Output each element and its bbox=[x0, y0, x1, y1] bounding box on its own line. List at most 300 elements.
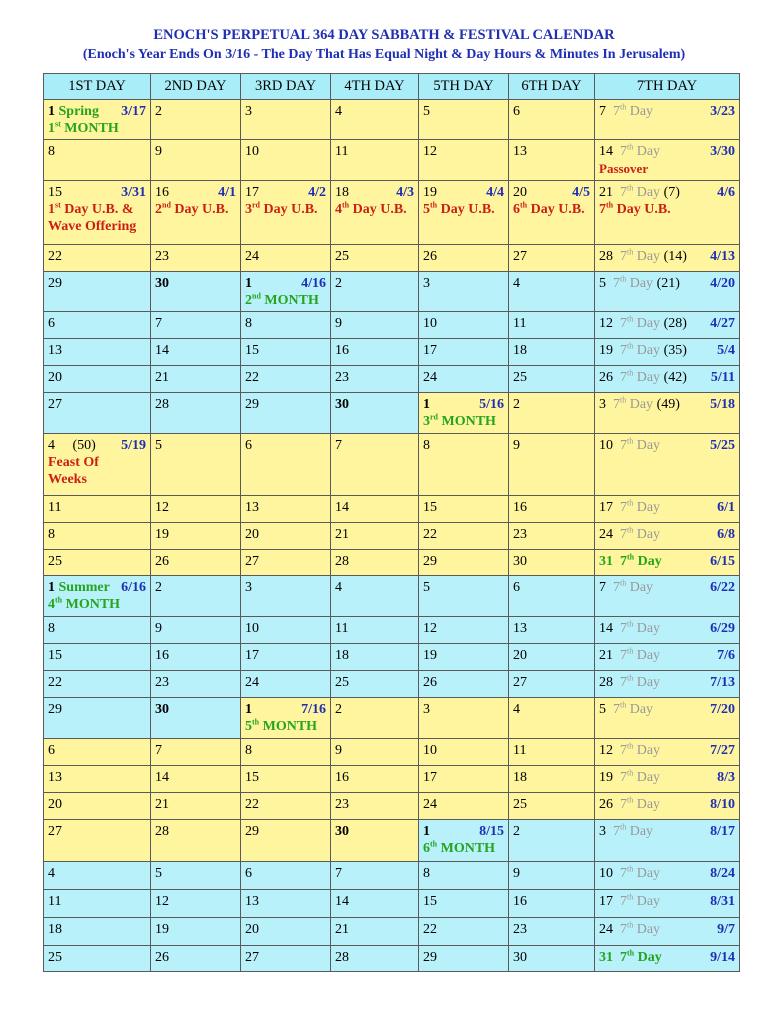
day-number: 2 bbox=[513, 824, 520, 839]
header-row bbox=[44, 74, 740, 100]
day-number: 9 bbox=[513, 866, 520, 881]
gregorian-date: 4/20 bbox=[710, 276, 735, 291]
sabbath-cell bbox=[595, 576, 740, 617]
seventh-day-label: 7th Day bbox=[620, 183, 661, 200]
day-number: 24 bbox=[245, 249, 259, 264]
day-cell bbox=[509, 698, 595, 739]
day-cell bbox=[331, 862, 419, 890]
day-number: 29 bbox=[48, 702, 62, 717]
day-number: 20 bbox=[245, 527, 259, 542]
day-cell bbox=[241, 820, 331, 862]
ordinal-suffix: st bbox=[55, 200, 61, 210]
day-number: 10 bbox=[423, 743, 437, 758]
ordinal-suffix: th bbox=[620, 102, 627, 112]
day-number: 23 bbox=[513, 922, 527, 937]
day-number: 21 bbox=[335, 922, 349, 937]
gregorian-date: 6/15 bbox=[710, 554, 735, 569]
seventh-day-label: 7th Day bbox=[620, 341, 661, 358]
count-label: (35) bbox=[663, 343, 687, 358]
day-cell bbox=[151, 766, 241, 793]
calendar-week-row bbox=[44, 523, 740, 550]
day-cell bbox=[509, 890, 595, 918]
day-number: 18 bbox=[513, 770, 527, 785]
day-cell bbox=[419, 366, 509, 393]
ordinal-suffix: rd bbox=[430, 412, 438, 422]
day-cell bbox=[331, 100, 419, 140]
day-cell bbox=[509, 576, 595, 617]
day-cell bbox=[241, 140, 331, 181]
calendar-week-row bbox=[44, 140, 740, 181]
day-number: 24 bbox=[245, 675, 259, 690]
day-cell bbox=[241, 100, 331, 140]
day-number: 11 bbox=[48, 500, 62, 515]
day-number: 30 bbox=[155, 702, 169, 717]
event-label: Weeks bbox=[48, 472, 87, 487]
calendar-week-row bbox=[44, 496, 740, 523]
day-number: 26 bbox=[599, 370, 613, 385]
calendar-week-row bbox=[44, 312, 740, 339]
day-cell bbox=[44, 766, 151, 793]
day-cell bbox=[419, 739, 509, 766]
day-number: 30 bbox=[335, 397, 349, 412]
day-number: 17 bbox=[245, 185, 259, 200]
day-cell bbox=[241, 576, 331, 617]
day-number: 9 bbox=[335, 316, 342, 331]
day-cell bbox=[419, 644, 509, 671]
day-number: 7 bbox=[335, 866, 342, 881]
day-cell bbox=[509, 339, 595, 366]
column-header: 6TH DAY bbox=[509, 74, 595, 100]
event-label: 6th Day U.B. bbox=[513, 200, 585, 217]
day-cell bbox=[151, 339, 241, 366]
event-label: 2nd Day U.B. bbox=[155, 200, 229, 217]
seventh-day-label: 7th Day bbox=[613, 700, 654, 717]
day-cell bbox=[44, 698, 151, 739]
day-cell bbox=[331, 739, 419, 766]
day-number: 15 bbox=[423, 894, 437, 909]
gregorian-date: 3/31 bbox=[121, 185, 146, 200]
seventh-day-label: 7th Day bbox=[620, 795, 661, 812]
day-cell bbox=[151, 366, 241, 393]
gregorian-date: 4/27 bbox=[710, 316, 735, 331]
day-cell bbox=[331, 496, 419, 523]
seventh-day-label: 7th Day bbox=[620, 619, 661, 636]
day-number: 28 bbox=[155, 397, 169, 412]
day-number: 20 bbox=[245, 922, 259, 937]
seventh-day-label: 7th Day bbox=[620, 741, 661, 758]
day-number: 6 bbox=[48, 316, 55, 331]
day-number: 14 bbox=[155, 343, 169, 358]
day-cell bbox=[419, 272, 509, 312]
day-number: 1 bbox=[48, 580, 55, 595]
ordinal-suffix: th bbox=[430, 200, 438, 210]
day-cell bbox=[419, 100, 509, 140]
count-label: (49) bbox=[656, 397, 680, 412]
day-cell bbox=[331, 366, 419, 393]
sabbath-cell bbox=[595, 766, 740, 793]
day-cell bbox=[151, 140, 241, 181]
day-cell bbox=[151, 181, 241, 245]
day-number: 9 bbox=[155, 621, 162, 636]
day-cell bbox=[44, 918, 151, 946]
gregorian-date: 8/10 bbox=[710, 797, 735, 812]
day-number: 11 bbox=[513, 743, 527, 758]
day-number: 27 bbox=[245, 950, 259, 965]
day-number: 20 bbox=[48, 797, 62, 812]
day-cell bbox=[509, 739, 595, 766]
ordinal-suffix: th bbox=[627, 795, 634, 805]
day-cell bbox=[151, 739, 241, 766]
day-number: 13 bbox=[245, 500, 259, 515]
event-label: 3rd Day U.B. bbox=[245, 200, 318, 217]
gregorian-date: 5/11 bbox=[710, 370, 735, 385]
day-number: 17 bbox=[423, 770, 437, 785]
day-number: 21 bbox=[599, 185, 613, 200]
sabbath-cell bbox=[595, 671, 740, 698]
day-number: 8 bbox=[423, 438, 430, 453]
day-cell bbox=[241, 890, 331, 918]
day-number: 16 bbox=[513, 894, 527, 909]
sabbath-cell bbox=[595, 245, 740, 272]
day-number: 27 bbox=[48, 397, 62, 412]
day-number: 18 bbox=[335, 648, 349, 663]
day-cell bbox=[331, 793, 419, 820]
day-cell bbox=[419, 946, 509, 972]
day-number: 4 bbox=[513, 276, 520, 291]
day-cell bbox=[509, 946, 595, 972]
day-cell bbox=[151, 793, 241, 820]
seventh-day-label: 7th Day bbox=[613, 395, 654, 412]
day-cell bbox=[331, 181, 419, 245]
day-number: 12 bbox=[599, 743, 613, 758]
day-cell bbox=[44, 671, 151, 698]
ordinal-suffix: th bbox=[620, 395, 627, 405]
day-cell bbox=[331, 523, 419, 550]
day-cell bbox=[44, 366, 151, 393]
day-cell bbox=[151, 617, 241, 644]
day-number: 25 bbox=[513, 797, 527, 812]
day-number: 1 bbox=[423, 824, 430, 839]
day-cell bbox=[44, 523, 151, 550]
seventh-day-label: 7th Day bbox=[620, 247, 661, 264]
day-cell bbox=[151, 644, 241, 671]
day-number: 25 bbox=[335, 675, 349, 690]
day-number: 12 bbox=[423, 621, 437, 636]
ordinal-suffix: th bbox=[627, 436, 634, 446]
page-subtitle: (Enoch's Year Ends On 3/16 - The Day That Has Equal Night & Day Hours & Minutes In Jerusalem) bbox=[82, 47, 686, 62]
day-cell bbox=[44, 312, 151, 339]
day-cell bbox=[151, 272, 241, 312]
day-number: 15 bbox=[423, 500, 437, 515]
day-number: 7 bbox=[335, 438, 342, 453]
calendar-week-row bbox=[44, 550, 740, 576]
sabbath-cell bbox=[595, 181, 740, 245]
day-number: 30 bbox=[513, 950, 527, 965]
gregorian-date: 6/16 bbox=[121, 580, 146, 595]
day-cell bbox=[151, 100, 241, 140]
day-cell bbox=[509, 496, 595, 523]
gregorian-date: 5/16 bbox=[479, 397, 504, 412]
gregorian-date: 6/29 bbox=[710, 621, 735, 636]
day-number: 29 bbox=[245, 824, 259, 839]
day-number: 19 bbox=[155, 922, 169, 937]
day-number: 18 bbox=[335, 185, 349, 200]
count-label: (21) bbox=[656, 276, 680, 291]
seventh-day-label: 7th Day bbox=[620, 498, 661, 515]
gregorian-date: 7/20 bbox=[710, 702, 735, 717]
day-number: 16 bbox=[335, 343, 349, 358]
day-cell bbox=[331, 617, 419, 644]
ordinal-suffix: th bbox=[627, 341, 634, 351]
count-label: (50) bbox=[72, 438, 96, 453]
day-number: 19 bbox=[599, 343, 613, 358]
sabbath-cell bbox=[595, 793, 740, 820]
ordinal-suffix: th bbox=[627, 525, 634, 535]
gregorian-date: 8/15 bbox=[479, 824, 504, 839]
ordinal-suffix: th bbox=[55, 595, 63, 605]
day-number: 22 bbox=[48, 249, 62, 264]
event-label: 5th Day U.B. bbox=[423, 200, 495, 217]
calendar-week-row bbox=[44, 181, 740, 245]
season-label: Summer bbox=[58, 580, 110, 595]
day-number: 6 bbox=[48, 743, 55, 758]
day-number: 22 bbox=[423, 527, 437, 542]
event-label: 1st MONTH bbox=[48, 119, 119, 136]
day-number: 13 bbox=[513, 621, 527, 636]
day-number: 2 bbox=[155, 104, 162, 119]
calendar-week-row bbox=[44, 766, 740, 793]
ordinal-suffix: th bbox=[430, 839, 438, 849]
day-cell bbox=[151, 245, 241, 272]
day-number: 17 bbox=[245, 648, 259, 663]
day-number: 6 bbox=[245, 438, 252, 453]
gregorian-date: 8/3 bbox=[717, 770, 735, 785]
day-cell bbox=[241, 550, 331, 576]
day-number: 26 bbox=[423, 249, 437, 264]
day-cell bbox=[151, 576, 241, 617]
calendar-week-row bbox=[44, 272, 740, 312]
day-number: 11 bbox=[513, 316, 527, 331]
day-cell bbox=[331, 766, 419, 793]
day-cell bbox=[44, 576, 151, 617]
day-number: 8 bbox=[48, 621, 55, 636]
day-number: 5 bbox=[599, 276, 606, 291]
day-cell bbox=[419, 245, 509, 272]
column-header: 7TH DAY bbox=[595, 74, 740, 100]
day-cell bbox=[419, 140, 509, 181]
day-number: 28 bbox=[155, 824, 169, 839]
ordinal-suffix: th bbox=[627, 142, 634, 152]
sabbath-cell bbox=[595, 496, 740, 523]
ordinal-suffix: th bbox=[627, 646, 634, 656]
day-number: 17 bbox=[423, 343, 437, 358]
day-cell bbox=[44, 245, 151, 272]
calendar-week-row bbox=[44, 434, 740, 496]
day-number: 13 bbox=[513, 144, 527, 159]
day-number: 20 bbox=[513, 648, 527, 663]
ordinal-suffix: th bbox=[620, 274, 627, 284]
day-cell bbox=[44, 644, 151, 671]
day-number: 23 bbox=[335, 370, 349, 385]
day-number: 8 bbox=[245, 316, 252, 331]
day-cell bbox=[151, 890, 241, 918]
day-cell bbox=[44, 862, 151, 890]
ordinal-suffix: th bbox=[627, 920, 634, 930]
sabbath-cell bbox=[595, 272, 740, 312]
day-number: 30 bbox=[155, 276, 169, 291]
sabbath-cell bbox=[595, 918, 740, 946]
day-number: 23 bbox=[335, 797, 349, 812]
day-number: 9 bbox=[155, 144, 162, 159]
day-number: 28 bbox=[335, 950, 349, 965]
day-number: 17 bbox=[599, 894, 613, 909]
sabbath-cell bbox=[595, 312, 740, 339]
day-number: 11 bbox=[335, 621, 349, 636]
ordinal-suffix: th bbox=[627, 948, 635, 958]
day-cell bbox=[241, 793, 331, 820]
day-number: 30 bbox=[513, 554, 527, 569]
day-number: 24 bbox=[599, 922, 613, 937]
event-label: 2nd MONTH bbox=[245, 291, 319, 308]
calendar-body bbox=[44, 100, 740, 972]
seventh-day-label: 7th Day bbox=[620, 673, 661, 690]
day-cell bbox=[44, 890, 151, 918]
day-cell bbox=[419, 890, 509, 918]
day-number: 13 bbox=[245, 894, 259, 909]
day-cell bbox=[509, 181, 595, 245]
day-number: 6 bbox=[513, 104, 520, 119]
day-cell bbox=[331, 576, 419, 617]
day-number: 6 bbox=[245, 866, 252, 881]
day-cell bbox=[151, 523, 241, 550]
event-label: 7th Day U.B. bbox=[599, 200, 671, 217]
calendar-week-row bbox=[44, 100, 740, 140]
day-cell bbox=[419, 766, 509, 793]
seventh-day-label: 7th Day bbox=[620, 864, 661, 881]
day-cell bbox=[509, 393, 595, 434]
day-number: 6 bbox=[513, 580, 520, 595]
day-number: 26 bbox=[423, 675, 437, 690]
day-number: 27 bbox=[513, 675, 527, 690]
seventh-day-label: 7th Day bbox=[620, 368, 661, 385]
seventh-day-label: 7th Day bbox=[620, 436, 661, 453]
day-number: 3 bbox=[423, 276, 430, 291]
page-title: ENOCH'S PERPETUAL 364 DAY SABBATH & FESTIVAL CALENDAR bbox=[153, 27, 615, 43]
event-label: 3rd MONTH bbox=[423, 412, 496, 429]
day-number: 4 bbox=[335, 104, 342, 119]
day-cell bbox=[419, 862, 509, 890]
day-number: 15 bbox=[48, 648, 62, 663]
day-number: 10 bbox=[599, 866, 613, 881]
seventh-day-label: 7th Day bbox=[620, 646, 661, 663]
day-cell bbox=[241, 671, 331, 698]
day-cell bbox=[331, 820, 419, 862]
day-cell bbox=[509, 862, 595, 890]
day-number: 14 bbox=[599, 144, 613, 159]
count-label: (7) bbox=[663, 185, 680, 200]
column-header: 1ST DAY bbox=[44, 74, 151, 100]
seventh-day-label: 7th Day bbox=[620, 768, 661, 785]
column-header: 3RD DAY bbox=[241, 74, 331, 100]
calendar-week-row bbox=[44, 739, 740, 766]
day-cell bbox=[509, 671, 595, 698]
ordinal-suffix: th bbox=[627, 247, 634, 257]
gregorian-date: 5/25 bbox=[710, 438, 735, 453]
seventh-day-label: 7th Day bbox=[613, 102, 654, 119]
day-cell bbox=[151, 918, 241, 946]
day-cell bbox=[151, 393, 241, 434]
calendar-week-row bbox=[44, 946, 740, 972]
day-cell bbox=[331, 550, 419, 576]
day-number: 31 bbox=[599, 950, 613, 965]
day-cell bbox=[509, 100, 595, 140]
day-cell bbox=[331, 698, 419, 739]
day-number: 14 bbox=[335, 500, 349, 515]
day-number: 16 bbox=[335, 770, 349, 785]
day-number: 9 bbox=[335, 743, 342, 758]
day-cell bbox=[44, 339, 151, 366]
ordinal-suffix: th bbox=[627, 183, 634, 193]
ordinal-suffix: th bbox=[620, 578, 627, 588]
day-cell bbox=[44, 100, 151, 140]
ordinal-suffix: th bbox=[627, 673, 634, 683]
event-label: 1st Day U.B. & bbox=[48, 200, 134, 217]
ordinal-suffix: th bbox=[620, 822, 627, 832]
day-cell bbox=[509, 617, 595, 644]
day-cell bbox=[241, 496, 331, 523]
day-number: 27 bbox=[48, 824, 62, 839]
day-number: 7 bbox=[155, 316, 162, 331]
day-number: 17 bbox=[599, 500, 613, 515]
day-number: 3 bbox=[423, 702, 430, 717]
day-cell bbox=[331, 918, 419, 946]
day-cell bbox=[44, 739, 151, 766]
count-label: (42) bbox=[663, 370, 687, 385]
calendar-week-row bbox=[44, 245, 740, 272]
season-label: Spring bbox=[58, 104, 99, 119]
day-cell bbox=[419, 523, 509, 550]
day-cell bbox=[509, 523, 595, 550]
day-cell bbox=[419, 393, 509, 434]
day-number: 14 bbox=[155, 770, 169, 785]
ordinal-suffix: th bbox=[627, 552, 635, 562]
day-number: 19 bbox=[155, 527, 169, 542]
day-cell bbox=[509, 245, 595, 272]
day-number: 14 bbox=[599, 621, 613, 636]
calendar-week-row bbox=[44, 820, 740, 862]
gregorian-date: 9/7 bbox=[717, 922, 735, 937]
sabbath-cell bbox=[595, 366, 740, 393]
gregorian-date: 7/13 bbox=[710, 675, 735, 690]
gregorian-date: 8/17 bbox=[710, 824, 735, 839]
day-number: 26 bbox=[155, 950, 169, 965]
day-number: 12 bbox=[155, 894, 169, 909]
event-label: Feast Of bbox=[48, 455, 99, 470]
day-number: 29 bbox=[423, 950, 437, 965]
gregorian-date: 6/8 bbox=[717, 527, 735, 542]
ordinal-suffix: th bbox=[606, 200, 614, 210]
day-cell bbox=[241, 766, 331, 793]
day-cell bbox=[509, 272, 595, 312]
seventh-day-label: 7th Day bbox=[620, 314, 661, 331]
column-header: 5TH DAY bbox=[419, 74, 509, 100]
gregorian-date: 6/1 bbox=[717, 500, 735, 515]
day-number: 18 bbox=[48, 922, 62, 937]
day-number: 4 bbox=[335, 580, 342, 595]
day-cell bbox=[151, 946, 241, 972]
day-cell bbox=[331, 644, 419, 671]
day-number: 2 bbox=[513, 397, 520, 412]
